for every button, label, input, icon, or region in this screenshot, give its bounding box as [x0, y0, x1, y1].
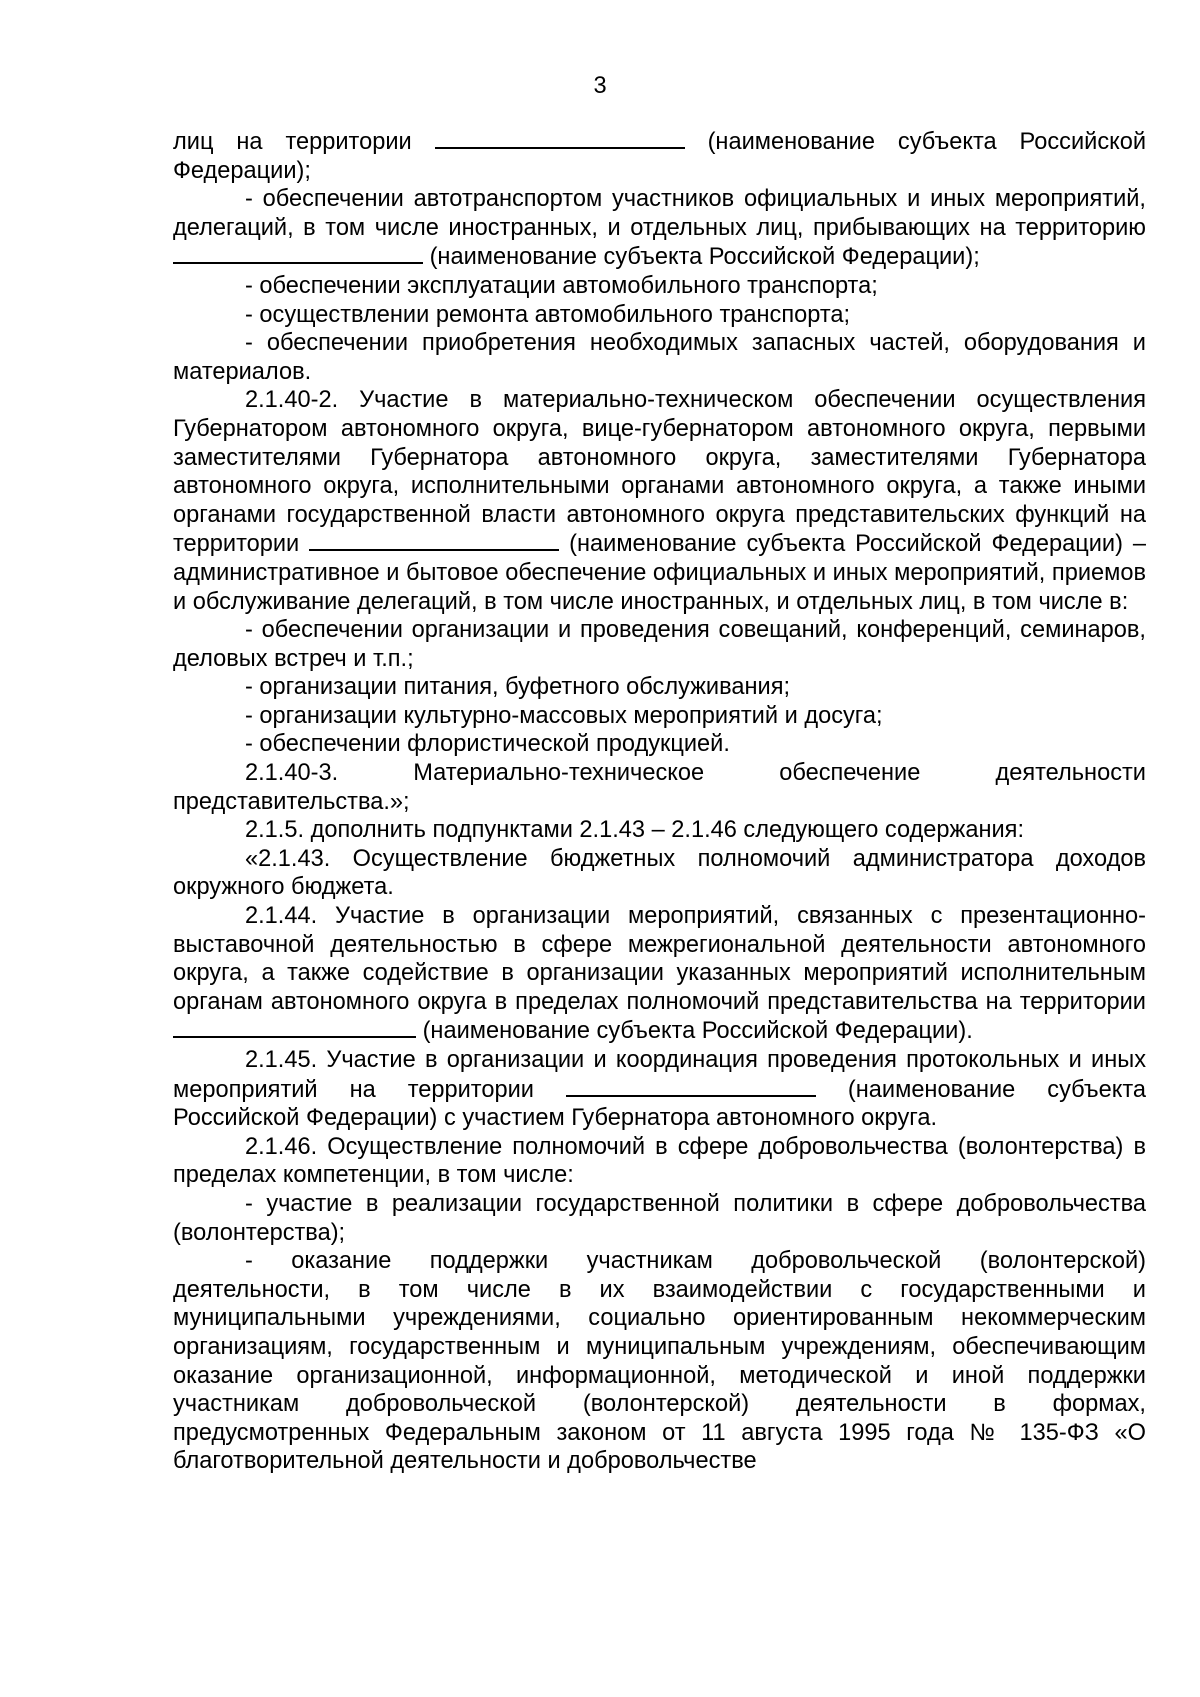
- paragraph: - организации культурно-массовых мероприятий и досуга;: [245, 702, 883, 729]
- paragraph: - обеспечении эксплуатации автомобильного транспорта;: [245, 272, 878, 299]
- paragraph: 2.1.40-2. Участие в материально-техническом обеспечении осуществления Губернатором автономного округа, вице-губернатором автономного округа, первыми заместителями Губернатора автономного округа, заместителями Губернатора автономного округа, исполнительными органами автономного округа, а также иными органами государственной власти автономного округа представительских функций на территории (наименование субъекта Российской Федерации) – административное и бытовое обеспечение официальных и иных мероприятий, приемов и обслуживание делегаций, в том числе иностранных, и отдельных лиц, в том числе в:: [173, 387, 1147, 615]
- paragraph: 2.1.44. Участие в организации мероприятий, связанных с презентационно-выставочной деятельностью в сфере межрегиональной деятельности автономного округа, а также содействие в организации указанных мероприятий исполнительным органам автономного округа в пределах полномочий представительства на территории (наименование субъекта Российской Федерации).: [173, 903, 1146, 1045]
- fill-in-blank: [173, 1016, 416, 1038]
- fill-in-blank: [309, 529, 559, 551]
- paragraph: 2.1.5. дополнить подпунктами 2.1.43 – 2.1.46 следующего содержания:: [245, 817, 1024, 844]
- paragraph: - осуществлении ремонта автомобильного транспорта;: [245, 301, 851, 328]
- paragraph: - обеспечении приобретения необходимых запасных частей, оборудования и материалов.: [173, 330, 1146, 385]
- fill-in-blank: [435, 127, 685, 149]
- paragraph: - оказание поддержки участникам добровольческой (волонтерской) деятельности, в том числе в их взаимодействии с государственными и муниципальными учреждениями, социально ориентированным некоммерческим организациям, государственным и муниципальным учреждениям, обеспечивающим оказание организационной, информационной, методической и иной поддержки участникам добровольческой (волонтерской) деятельности в формах, предусмотренных Федеральным законом от 11 августа 1995 года № 135-ФЗ «О благотворительной деятельности и добровольчестве: [173, 1248, 1146, 1475]
- fill-in-blank: [566, 1075, 816, 1097]
- paragraph: - участие в реализации государственной политики в сфере добровольчества (волонтерства);: [173, 1190, 1146, 1246]
- paragraph: лиц на территории (наименование субъекта Российской Федерации);: [173, 129, 1147, 184]
- paragraph: «2.1.43. Осуществление бюджетных полномочий администратора доходов окружного бюджета.: [173, 845, 1146, 901]
- document-body: [173, 127, 1146, 1476]
- paragraph: - обеспечении автотранспортом участников официальных и иных мероприятий, делегаций, в том числе иностранных, и отдельных лиц, прибывающих на территорию (наименование субъекта Российской Федерации);: [173, 186, 1146, 271]
- paragraph: - обеспечении организации и проведения совещаний, конференций, семинаров, деловых встреч и т.п.;: [173, 617, 1146, 672]
- paragraph: 2.1.40-3. Материально-техническое обеспечение деятельности представительства.»;: [173, 760, 1146, 815]
- paragraph: 2.1.45. Участие в организации и координация проведения протокольных и иных мероприятий на территории (наименование субъекта Российской Федерации) с участием Губернатора автономного округа.: [173, 1047, 1146, 1132]
- paragraph: 2.1.46. Осуществление полномочий в сфере добровольчества (волонтерства) в пределах компетенции, в том числе:: [173, 1133, 1146, 1189]
- fill-in-blank: [173, 242, 423, 264]
- page-number: 3: [593, 73, 607, 99]
- paragraph: - обеспечении флористической продукцией.: [245, 731, 730, 758]
- paragraph: - организации питания, буфетного обслуживания;: [245, 674, 791, 701]
